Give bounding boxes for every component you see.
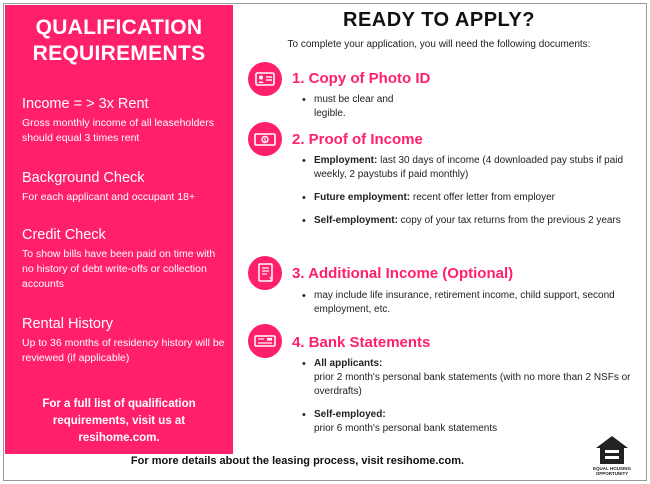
equal-housing-logo: EQUAL HOUSING OPPORTUNITY <box>592 433 632 477</box>
list-item: • Self-employment: copy of your tax returns from the previous 2 years <box>302 214 637 228</box>
house-icon <box>592 433 632 466</box>
requirement-description: Up to 36 months of residency history will be reviewed (if applicable) <box>22 337 225 364</box>
requirement-title: Background Check <box>22 170 145 186</box>
requirement-income <box>22 95 227 146</box>
requirement-title: Income = > 3x Rent <box>22 96 149 112</box>
list-item: • must be clear and legible. <box>302 93 422 121</box>
requirement-rental-history <box>22 315 227 366</box>
requirement-title: Credit Check <box>22 227 106 243</box>
requirement-description: For each applicant and occupant 18+ <box>22 191 196 203</box>
document-icon <box>248 256 282 290</box>
ready-to-apply-title: READY TO APPLY? <box>343 9 535 31</box>
proof-of-income-bullets <box>302 154 637 228</box>
svg-text:$: $ <box>263 137 267 144</box>
requirement-description: To show bills have been paid on time with no history of debt write-offs or collection accounts <box>22 248 216 290</box>
photo-id-bullets <box>302 93 422 121</box>
qualification-footer: For a full list of qualification requirements, visit us at resihome.com. <box>42 398 196 444</box>
bank-statements-bullets <box>302 357 637 436</box>
list-item: • Future employment: recent offer letter from employer <box>302 191 637 205</box>
list-item: • Self-employed: prior 6 month's personal bank statements <box>302 408 637 436</box>
requirement-title: Rental History <box>22 316 114 332</box>
requirement-background-check <box>22 169 227 205</box>
check-icon <box>248 324 282 358</box>
section-heading-additional-income: 3. Additional Income (Optional) <box>292 265 514 282</box>
section-heading-bank-statements: 4. Bank Statements <box>292 334 431 351</box>
requirement-credit-check <box>22 226 227 292</box>
id-card-icon <box>248 62 282 96</box>
list-item: • All applicants: prior 2 month's personal bank statements (with no more than 2 NSFs or overdrafts) <box>302 357 637 399</box>
svg-text:$: $ <box>269 276 273 283</box>
money-icon <box>248 122 282 156</box>
qualification-title: QUALIFICATION REQUIREMENTS <box>32 16 206 65</box>
section-heading-proof-of-income: 2. Proof of Income <box>292 131 423 148</box>
list-item: • Employment: last 30 days of income (4 downloaded pay stubs if paid weekly, 2 paystubs if paid monthly) <box>302 154 637 182</box>
requirement-description: Gross monthly income of all leaseholders should equal 3 times rent <box>22 117 215 144</box>
leasing-footer: For more details about the leasing process, visit resihome.com. <box>130 455 465 467</box>
additional-income-bullets <box>302 289 637 317</box>
section-heading-photo-id: 1. Copy of Photo ID <box>292 70 431 87</box>
qualification-panel <box>5 5 233 454</box>
ready-to-apply-subtitle: To complete your application, you will need the following documents: <box>287 39 591 50</box>
list-item: • may include life insurance, retirement income, child support, second employment, etc. <box>302 289 637 317</box>
